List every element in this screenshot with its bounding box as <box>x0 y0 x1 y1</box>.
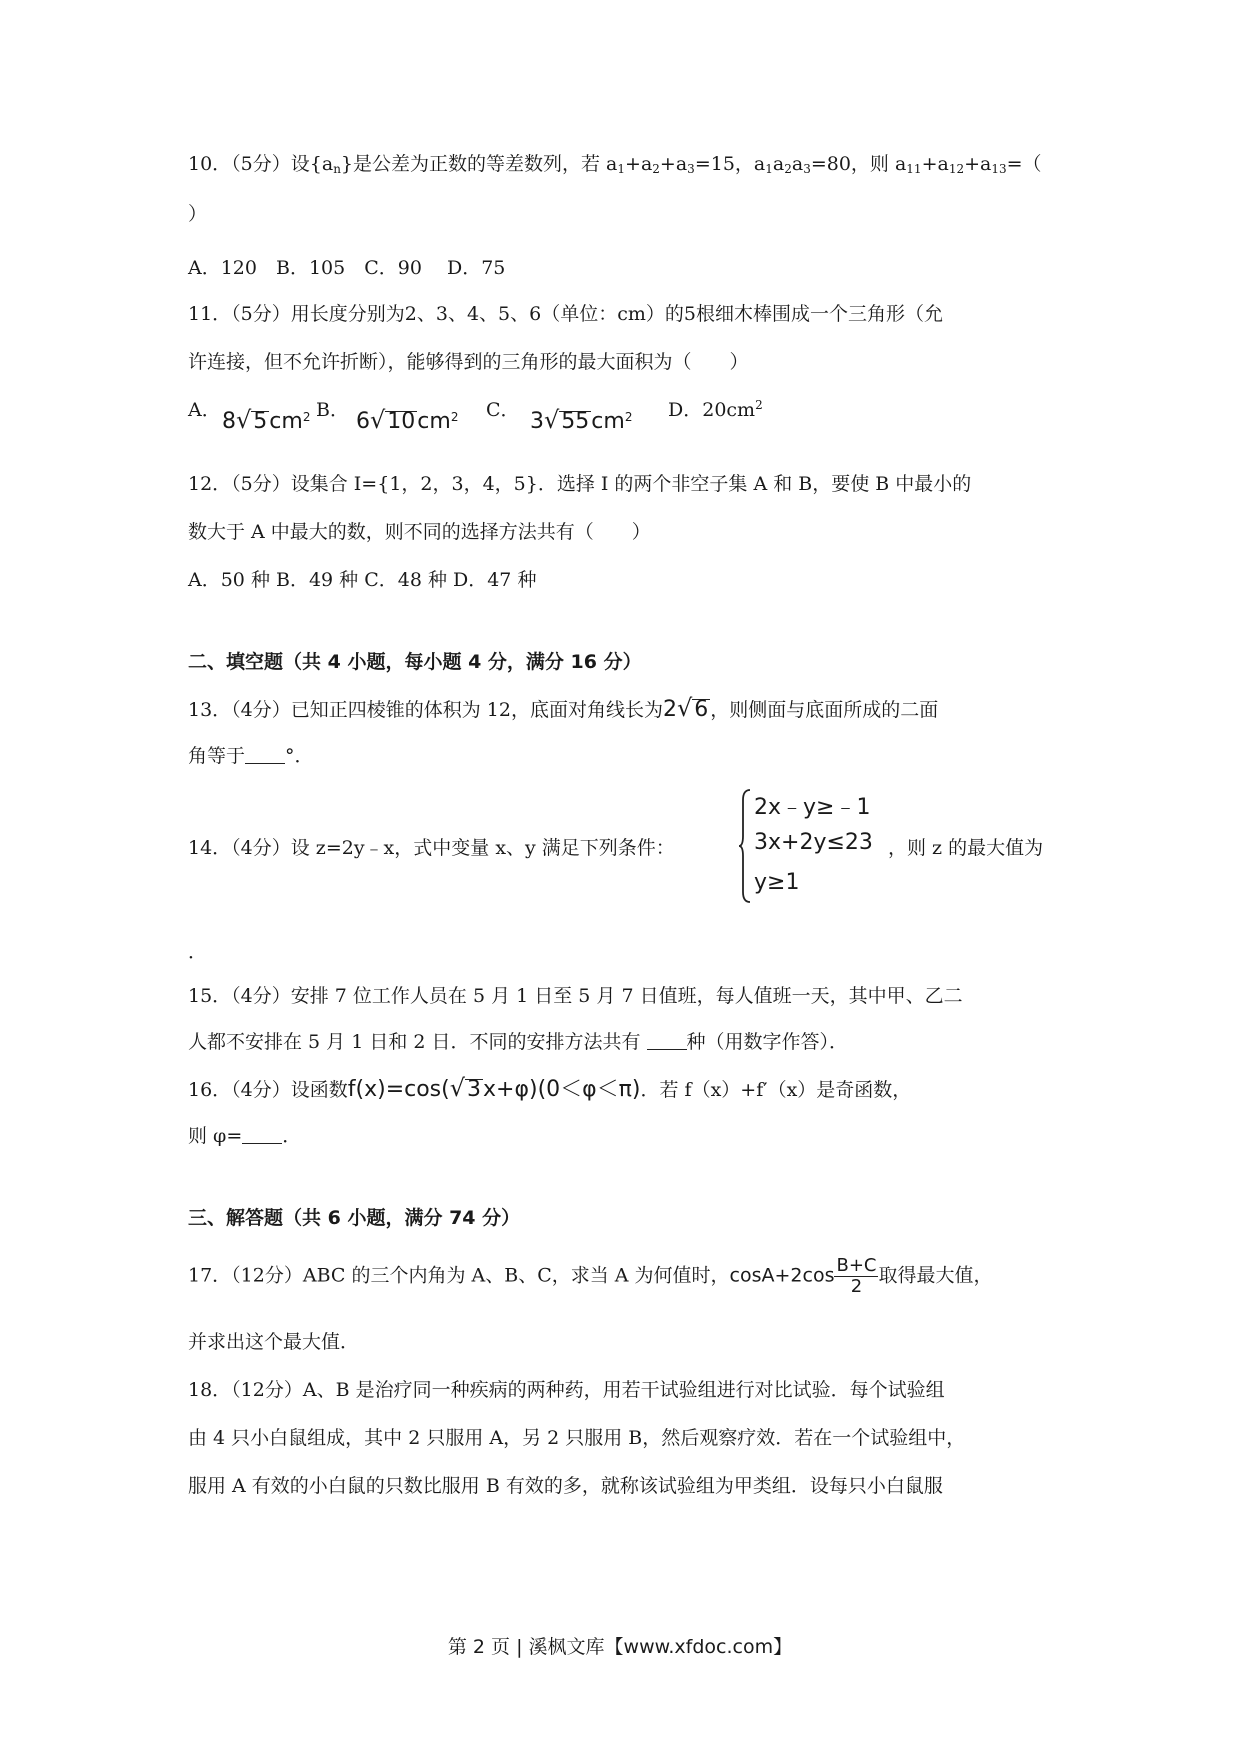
q15-text-b: 种（用数字作答）． <box>686 1031 849 1053</box>
q17-fraction <box>834 1256 878 1297</box>
q17-text-b: 取得最大值， <box>878 1264 993 1287</box>
q13-radical <box>662 694 710 722</box>
exp: 2 <box>624 410 633 424</box>
q10-plus: +a <box>964 153 992 175</box>
answer-blank[interactable] <box>242 1125 282 1144</box>
q13-text-c: 角等于 <box>188 745 246 767</box>
q10-text-d: =80，则 a <box>810 153 907 175</box>
q14-cond-1: 2x﹣y≥﹣1 <box>754 795 871 820</box>
q10-text-b: }是公差为正数的等差数列，若 a <box>340 153 618 175</box>
sqrt-icon: √ <box>449 1074 466 1102</box>
q13-text-d: °． <box>285 745 314 767</box>
answer-blank[interactable] <box>245 745 285 764</box>
q11-options <box>188 398 888 438</box>
q11-opt-a-value <box>222 408 310 434</box>
denominator: 2 <box>850 1276 863 1297</box>
exp: 2 <box>450 410 459 424</box>
q16-text: 16．（4分）设函数 <box>188 1079 348 1101</box>
q17-line1 <box>188 1256 993 1297</box>
q10-sub-n: n <box>333 162 341 176</box>
q14-line2: ． <box>188 941 208 963</box>
q11-opt-b-value <box>356 408 458 434</box>
q10-sub: 3 <box>687 162 695 176</box>
page-footer: 第 2 页 | 溪枫文库【www.xfdoc.com】 <box>447 1636 793 1658</box>
unit: cm <box>269 409 303 434</box>
q10-sub: 1 <box>765 162 773 176</box>
q16-text-c: 则 φ= <box>188 1125 243 1147</box>
q10-var: a <box>791 153 804 175</box>
q12-line2: 数大于 A 中最大的数，则不同的选择方法共有（ ） <box>188 521 651 543</box>
q16-text-b: ．若 f（x）+f′（x）是奇函数， <box>640 1079 912 1101</box>
q11-opt-b-label: B． <box>316 399 349 421</box>
coef: 8 <box>222 409 236 434</box>
radicand: 55 <box>561 409 590 434</box>
q10-var: a <box>772 153 785 175</box>
radicand: 5 <box>253 409 268 434</box>
q10-sub: 1 <box>617 162 626 176</box>
radicand: 10 <box>387 409 416 434</box>
q14-line1b: ，则 z 的最大值为 <box>888 837 1044 859</box>
q10-plus: +a <box>921 153 949 175</box>
q10-options: A．120 B．105 C．90 D．75 <box>188 257 506 279</box>
brace-icon <box>738 788 752 904</box>
q10-plus: +a <box>625 153 653 175</box>
exp: 2 <box>302 410 311 424</box>
q14-line1a: 14．（4分）设 z=2y﹣x，式中变量 x、y 满足下列条件： <box>188 837 675 859</box>
q12-options: A．50 种 B．49 种 C．48 种 D．47 种 <box>188 569 537 591</box>
q16-text-d: ． <box>282 1125 302 1147</box>
section-title-solve: 三、解答题（共 6 小题，满分 74 分） <box>188 1207 521 1229</box>
q12-line1: 12．（5分）设集合 I={1，2，3，4，5}．选择 I 的两个非空子集 A 和 B，要使 B 中最小的 <box>188 473 972 495</box>
q17-line2: 并求出这个最大值． <box>188 1331 360 1353</box>
q10-line2: ） <box>188 203 208 225</box>
q10-line1 <box>188 152 1042 176</box>
q10-sub: 12 <box>948 162 965 176</box>
q10-sub: 2 <box>652 162 660 176</box>
q14-cond-3: y≥1 <box>754 870 800 895</box>
q11-opt-d-label: D．20cm <box>668 399 756 421</box>
q18-line1: 18．（12分）A、B 是治疗同一种疾病的两种药，用若干试验组进行对比试验．每个试验组 <box>188 1379 945 1401</box>
exp: 2 <box>755 398 763 412</box>
q16-function <box>347 1074 641 1102</box>
q10-text-a: 10．（5分）设{a <box>188 153 334 175</box>
q15-line1: 15．（4分）安排 7 位工作人员在 5 月 1 日至 5 月 7 日值班，每人值班一天，其中甲、乙二 <box>188 985 963 1007</box>
q13-text-b: ，则侧面与底面所成的二面 <box>710 699 939 721</box>
q11-opt-c-value <box>530 408 632 434</box>
q10-text-e: =（ <box>1006 153 1042 175</box>
q11-line1: 11．（5分）用长度分别为2、3、4、5、6（单位：cm）的5根细木棒围成一个三角形（允 <box>188 303 943 325</box>
q11-opt-d <box>668 398 763 422</box>
unit: cm <box>591 409 625 434</box>
q13-line1 <box>188 696 938 722</box>
coef: 2 <box>662 697 677 722</box>
q16-line1 <box>188 1076 911 1102</box>
q10-sub: 2 <box>784 162 792 176</box>
func: f(x)=cos( <box>347 1077 450 1102</box>
q17-expr: cosA+2cos <box>729 1264 835 1287</box>
q18-line3: 服用 A 有效的小白鼠的只数比服用 B 有效的多，就称该试验组为甲类组．设每只小白鼠服 <box>188 1475 943 1497</box>
q10-sub: 11 <box>906 162 922 176</box>
answer-blank[interactable] <box>647 1031 687 1050</box>
q10-plus: +a <box>659 153 688 175</box>
q14-condition-system <box>738 788 898 904</box>
section-title-fill-in: 二、填空题（共 4 小题，每小题 4 分，满分 16 分） <box>188 651 642 673</box>
q14-cond-2: 3x+2y≤23 <box>754 830 873 855</box>
unit: cm <box>417 409 451 434</box>
numerator: B+C <box>836 1255 877 1276</box>
q15-line2 <box>188 1030 848 1054</box>
radicand: 3 <box>467 1077 482 1102</box>
sqrt-icon: √ <box>544 406 560 434</box>
coef: 6 <box>356 409 370 434</box>
q10-text-c: =15，a <box>694 153 766 175</box>
q13-text: 13．（4分）已知正四棱锥的体积为 12，底面对角线长为 <box>188 699 663 721</box>
q10-sub: 13 <box>991 162 1007 176</box>
q16-line2 <box>188 1124 301 1148</box>
sqrt-icon: √ <box>370 406 386 434</box>
q10-sub: 3 <box>803 162 811 176</box>
q15-text: 人都不安排在 5 月 1 日和 2 日．不同的安排方法共有 <box>188 1031 647 1053</box>
q18-line2: 由 4 只小白鼠组成，其中 2 只服用 A，另 2 只服用 B，然后观察疗效．若在一个试验组中， <box>188 1427 966 1449</box>
coef: 3 <box>530 409 544 434</box>
sqrt-icon: √ <box>236 406 252 434</box>
q13-line2 <box>188 744 314 768</box>
func-rest: x+φ)(0＜φ＜π) <box>483 1077 641 1102</box>
q11-line2: 许连接，但不允许折断），能够得到的三角形的最大面积为（ ） <box>188 351 749 373</box>
radicand: 6 <box>694 697 709 722</box>
q11-opt-c-label: C． <box>486 399 520 421</box>
q17-text: 17．（12分）ABC 的三个内角为 A、B、C，求当 A 为何值时， <box>188 1264 730 1287</box>
sqrt-icon: √ <box>676 694 693 722</box>
q11-opt-a-label: A． <box>188 399 221 421</box>
